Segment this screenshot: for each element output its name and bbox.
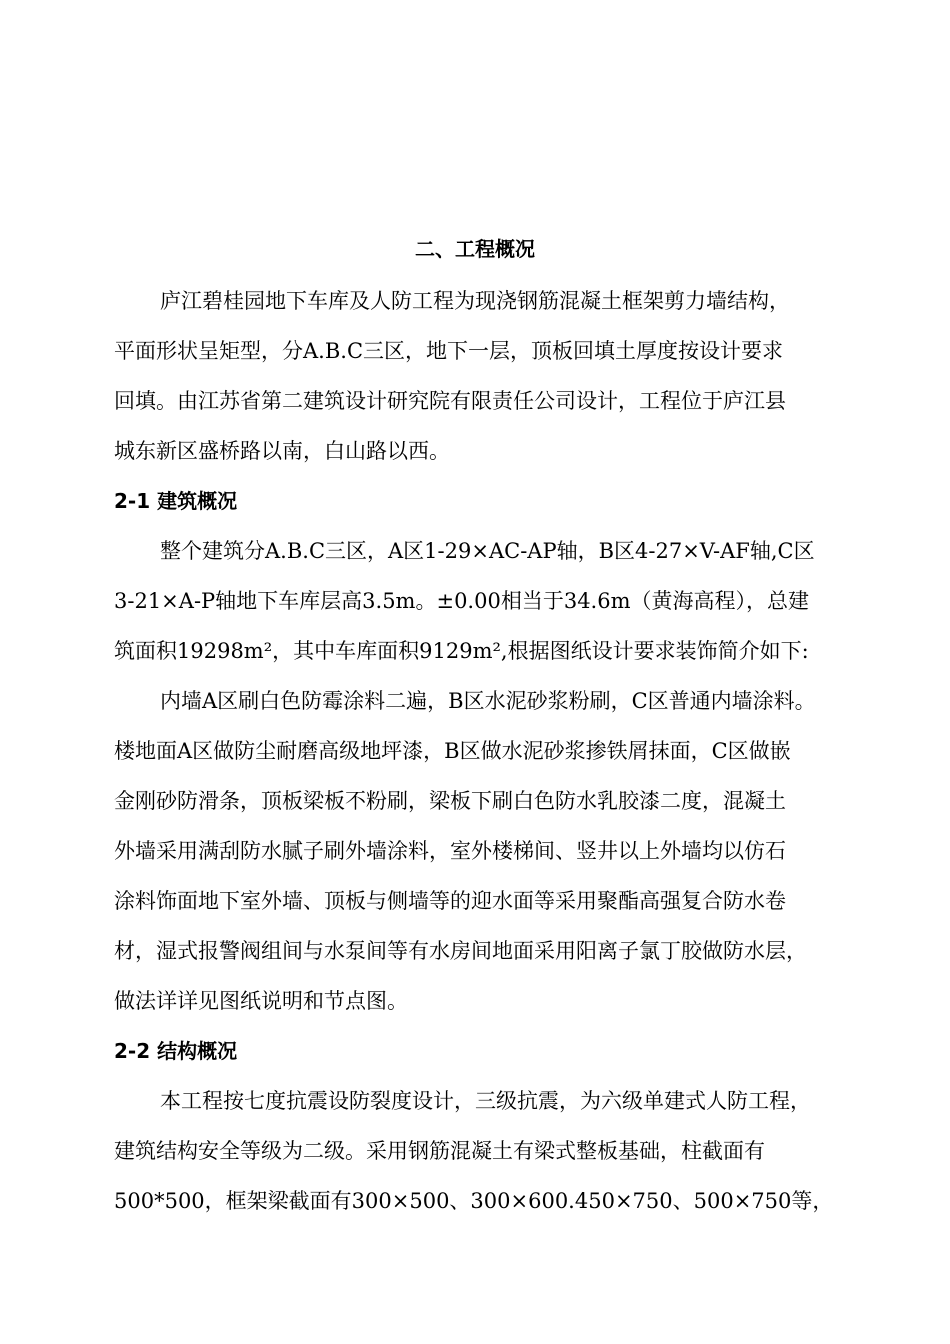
architecture-p2-line-7: 做法详详见图纸说明和节点图。 bbox=[114, 989, 408, 1013]
architecture-p1-line-2: 3-21×A-P轴地下车库层高3.5m。±0.00相当于34.6m（黄海高程），总建 bbox=[114, 589, 809, 613]
section-title: 二、工程概况 bbox=[415, 237, 535, 261]
section-heading-structure: 2-2 结构概况 bbox=[114, 1039, 238, 1063]
intro-line-1: 庐江碧桂园地下车库及人防工程为现浇钢筋混凝土框架剪力墙结构， bbox=[160, 289, 790, 313]
architecture-p1-line-1: 整个建筑分A.B.C三区，A区1-29×AC-AP轴，B区4-27×V-AF轴,C区 bbox=[160, 539, 815, 563]
architecture-p2-line-3: 金刚砂防滑条，顶板梁板不粉刷，梁板下刷白色防水乳胶漆二度，混凝土 bbox=[114, 789, 786, 813]
architecture-p2-line-5: 涂料饰面地下室外墙、顶板与侧墙等的迎水面等采用聚酯高强复合防水卷 bbox=[114, 889, 786, 913]
section-heading-architecture: 2-1 建筑概况 bbox=[114, 489, 238, 513]
architecture-p2-line-1: 内墙A区刷白色防霉涂料二遍，B区水泥砂浆粉刷，C区普通内墙涂料。 bbox=[160, 689, 816, 713]
architecture-p2-line-6: 材，湿式报警阀组间与水泵间等有水房间地面采用阳离子氯丁胶做防水层， bbox=[114, 939, 807, 963]
structure-p1-line-1: 本工程按七度抗震设防裂度设计，三级抗震，为六级单建式人防工程， bbox=[160, 1089, 811, 1113]
structure-p1-line-3: 500*500，框架梁截面有300×500、300×600.450×750、500×750等， bbox=[114, 1189, 834, 1213]
architecture-p2-line-2: 楼地面A区做防尘耐磨高级地坪漆，B区做水泥砂浆掺铁屑抹面，C区做嵌 bbox=[114, 739, 791, 763]
architecture-p2-line-4: 外墙采用满刮防水腻子刷外墙涂料，室外楼梯间、竖井以上外墙均以仿石 bbox=[114, 839, 786, 863]
intro-line-4: 城东新区盛桥路以南，白山路以西。 bbox=[114, 439, 450, 463]
structure-p1-line-2: 建筑结构安全等级为二级。采用钢筋混凝土有梁式整板基础，柱截面有 bbox=[114, 1139, 765, 1163]
intro-line-2: 平面形状呈矩型，分A.B.C三区，地下一层，顶板回填土厚度按设计要求 bbox=[114, 339, 784, 363]
intro-line-3: 回填。由江苏省第二建筑设计研究院有限责任公司设计，工程位于庐江县 bbox=[114, 389, 786, 413]
architecture-p1-line-3: 筑面积19298m²，其中车库面积9129m²,根据图纸设计要求装饰简介如下: bbox=[114, 639, 809, 663]
